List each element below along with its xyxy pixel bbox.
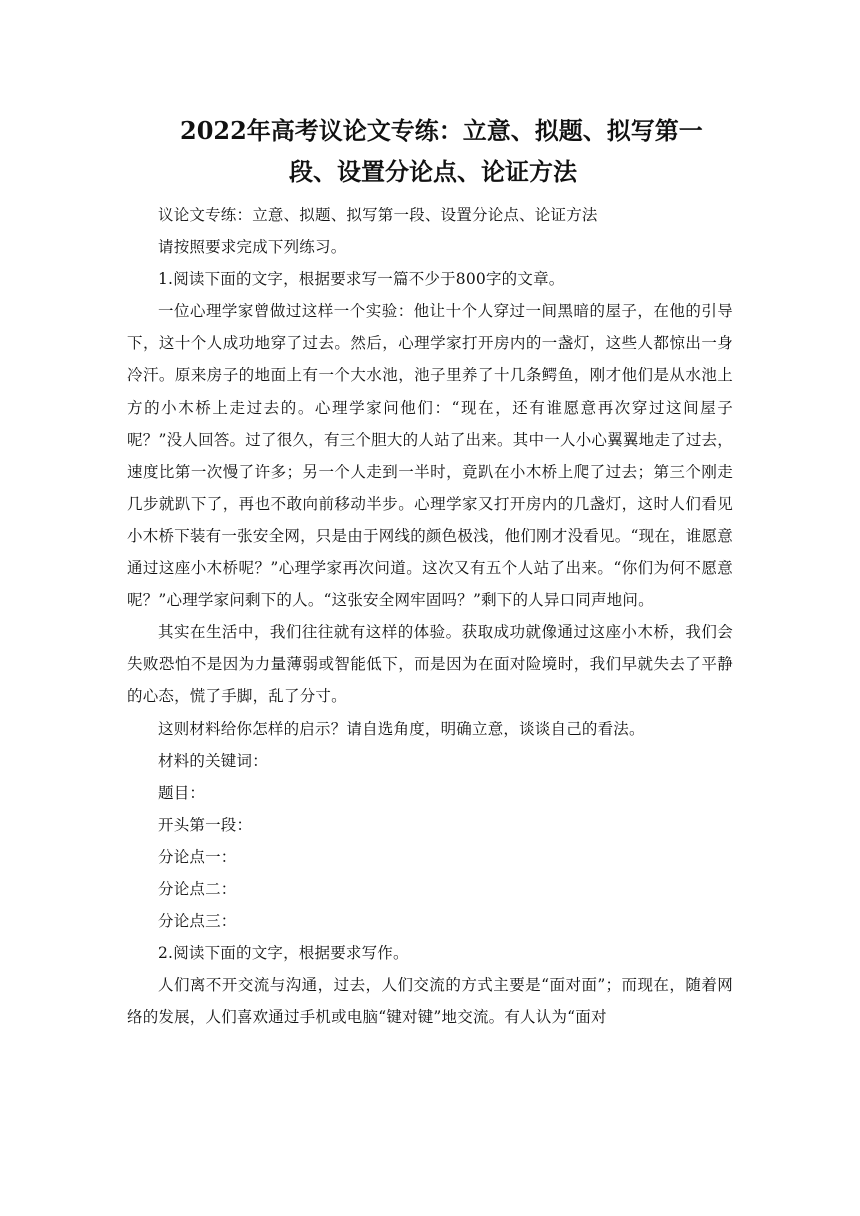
document-title-line-1: 2022年高考议论文专练：立意、拟题、拟写第一 [180, 116, 703, 145]
paragraph-keywords-label: 材料的关键词： [158, 751, 268, 770]
paragraph-question-2: 2.阅读下面的文字，根据要求写作。 [158, 944, 409, 963]
paragraph-point-1-label: 分论点一： [158, 847, 237, 866]
paragraph-instruction: 请按照要求完成下列练习。 [158, 238, 347, 257]
paragraph-material-1: 一位心理学家曾做过这样一个实验：他让十个人穿过一间黑暗的屋子，在他的引导下，这十个人成功地穿了过去。然后，心理学家打开房内的一盏灯，这些人都惊出一身冷汗。原来房子的地面上有一个大水池，池子里养了十几条鳄鱼，刚才他们是从水池上方的小木桥上走过去的。心理学家问他们：“现在，还有谁愿意再次穿过这间屋子呢？”没人回答。过了很久，有三个胆大的人站了出来。其中一人小心翼翼地走了过去，速度比第一次慢了许多；另一个人走到一半时，竟趴在小木桥上爬了过去；第三个刚走几步就趴下了，再也不敢向前移动半步。心理学家又打开房内的几盏灯，这时人们看见小木桥下装有一张安全网，只是由于网线的颜色极浅，他们刚才没看见。“现在，谁愿意通过这座小木桥呢？”心理学家再次问道。这次又有五个人站了出来。“你们为何不愿意呢？”心理学家问剩下的人。“这张安全网牢固吗？”剩下的人异口同声地问。 [127, 302, 733, 610]
paragraph-prompt: 这则材料给你怎样的启示？请自选角度，明确立意，谈谈自己的看法。 [158, 719, 645, 738]
paragraph-point-2-label: 分论点二： [158, 879, 237, 898]
paragraph-question-1: 1.阅读下面的文字，根据要求写一篇不少于800字的文章。 [158, 270, 565, 289]
paragraph-point-3-label: 分论点三： [158, 912, 237, 931]
document-title-line-2: 段、设置分论点、论证方法 [289, 157, 577, 186]
paragraph-opening-label: 开头第一段： [158, 815, 253, 834]
paragraph-title-label: 题目： [158, 783, 206, 802]
paragraph-subtitle: 议论文专练：立意、拟题、拟写第一段、设置分论点、论证方法 [158, 206, 598, 224]
paragraph-material-3: 人们离不开交流与沟通，过去，人们交流的方式主要是“面对面”；而现在，随着网络的发展，人们喜欢通过手机或电脑“键对键”地交流。有人认为“面对 [127, 976, 733, 1027]
document-body [127, 199, 733, 1033]
paragraph-material-2: 其实在生活中，我们往往就有这样的体验。获取成功就像通过这座小木桥，我们会失败恐怕不是因为力量薄弱或智能低下，而是因为在面对险境时，我们早就失去了平静的心态，慌了手脚，乱了分寸。 [127, 623, 733, 706]
